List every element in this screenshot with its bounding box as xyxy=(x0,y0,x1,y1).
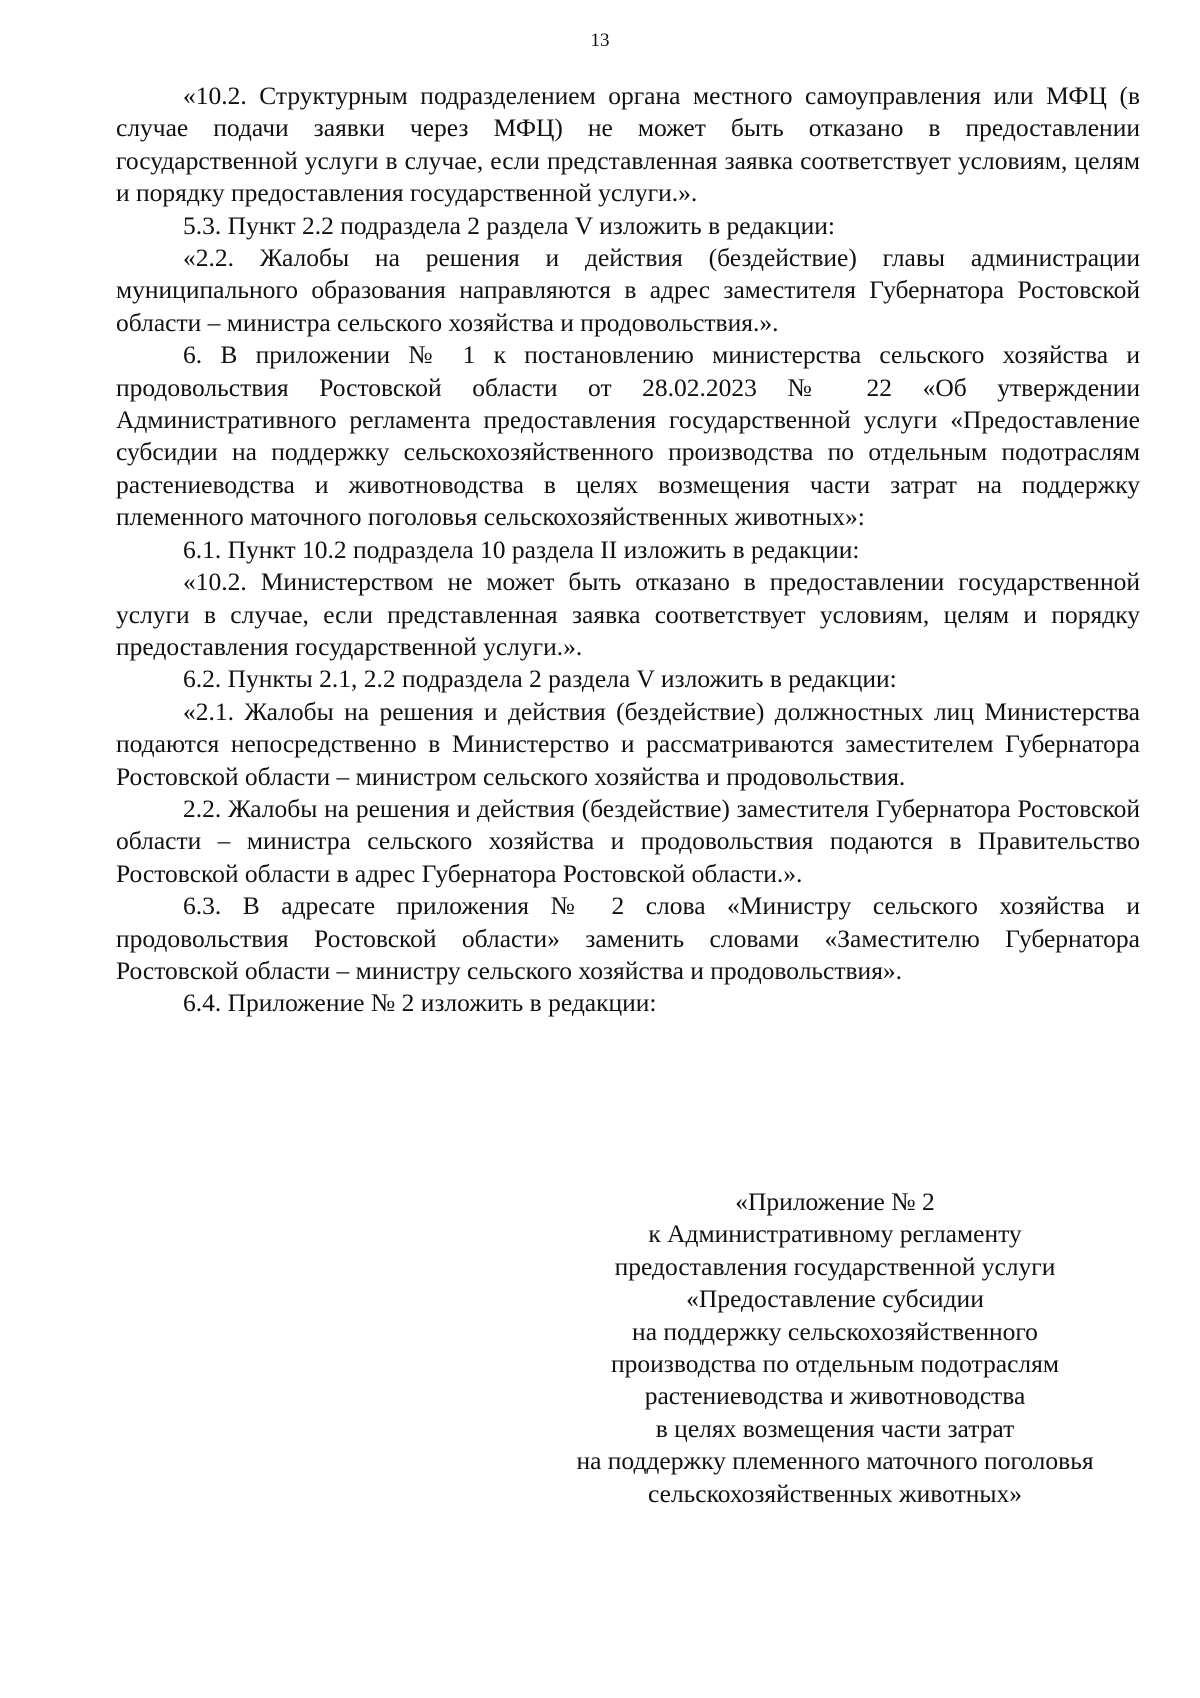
appendix-line: сельскохозяйственных животных» xyxy=(648,1478,1022,1508)
paragraph-2-1-complaints: «2.1. Жалобы на решения и действия (бездействие) должностных лиц Министерства подаются непосредственно в Министерство и рассматриваются заместителем Губернатора Ростовской области – министром сельского хозяйства и продовольствия. xyxy=(116,696,1140,791)
paragraph-6-3: 6.3. В адресате приложения № 2 слова «Министру сельского хозяйства и продовольствия Ростовской области» заменить словами «Заместителю Губернатора Ростовской области – министру сельского хозяйства и продовольствия». xyxy=(116,891,1140,985)
appendix-line: на поддержку сельскохозяйственного xyxy=(632,1316,1038,1346)
paragraph-2-2-complaints-deputy: 2.2. Жалобы на решения и действия (бездействие) заместителя Губернатора Ростовской области – министра сельского хозяйства и продовольствия подаются в Правительство Ростовской области в адрес Губернатора Ростовской области.». xyxy=(116,793,1140,888)
appendix-line: на поддержку племенного маточного поголовья xyxy=(576,1446,1094,1476)
paragraph-2-2-complaints-head: «2.2. Жалобы на решения и действия (бездействие) главы администрации муниципального образования направляются в адрес заместителя Губернатора Ростовской области – министра сельского хозяйства и продовольствия.». xyxy=(116,243,1140,337)
appendix-line: к Административному регламенту xyxy=(648,1219,1022,1249)
paragraph-10-2-mfc: «10.2. Структурным подразделением органа местного самоуправления или МФЦ (в случае подачи заявки через МФЦ) не может быть отказано в предоставлении государственной услуги в случае, если представленная заявка соответствует условиям, целям и порядку предоставления государственной услуги.». xyxy=(116,81,1140,208)
paragraph-6-1: 6.1. Пункт 10.2 подраздела 10 раздела II изложить в редакции: xyxy=(183,534,860,564)
appendix-line: предоставления государственной услуги xyxy=(614,1251,1056,1281)
appendix-line: производства по отдельным подотраслям xyxy=(611,1349,1059,1379)
appendix-header-block xyxy=(530,1186,1140,1510)
appendix-line: «Приложение № 2 xyxy=(735,1187,935,1216)
paragraph-10-2-ministry: «10.2. Министерством не может быть отказано в предоставлении государственной услуги в случае, если представленная заявка соответствует условиям, целям и порядку предоставления государственной услуги.». xyxy=(116,567,1140,661)
document-body xyxy=(116,80,1140,1020)
paragraph-6-appendix-1: 6. В приложении № 1 к постановлению министерства сельского хозяйства и продовольствия Ростовской области от 28.02.2023 № 22 «Об утверждении Административного регламента предоставления государственной услуги «Предоставление субсидии на поддержку сельскохозяйственного производства по отдельным подотраслям растениеводства и животноводства в целях возмещения части затрат на поддержку племенного маточного поголовья сельскохозяйственных животных»: xyxy=(116,340,1140,532)
appendix-line: «Предоставление субсидии xyxy=(686,1284,984,1314)
page-number: 13 xyxy=(590,30,610,51)
paragraph-5-3: 5.3. Пункт 2.2 подраздела 2 раздела V изложить в редакции: xyxy=(183,210,835,240)
paragraph-6-2: 6.2. Пункты 2.1, 2.2 подраздела 2 раздела V изложить в редакции: xyxy=(183,664,897,694)
paragraph-6-4: 6.4. Приложение № 2 изложить в редакции: xyxy=(183,988,657,1018)
appendix-line: в целях возмещения части затрат xyxy=(655,1413,1015,1443)
appendix-line: растениеводства и животноводства xyxy=(644,1381,1026,1411)
